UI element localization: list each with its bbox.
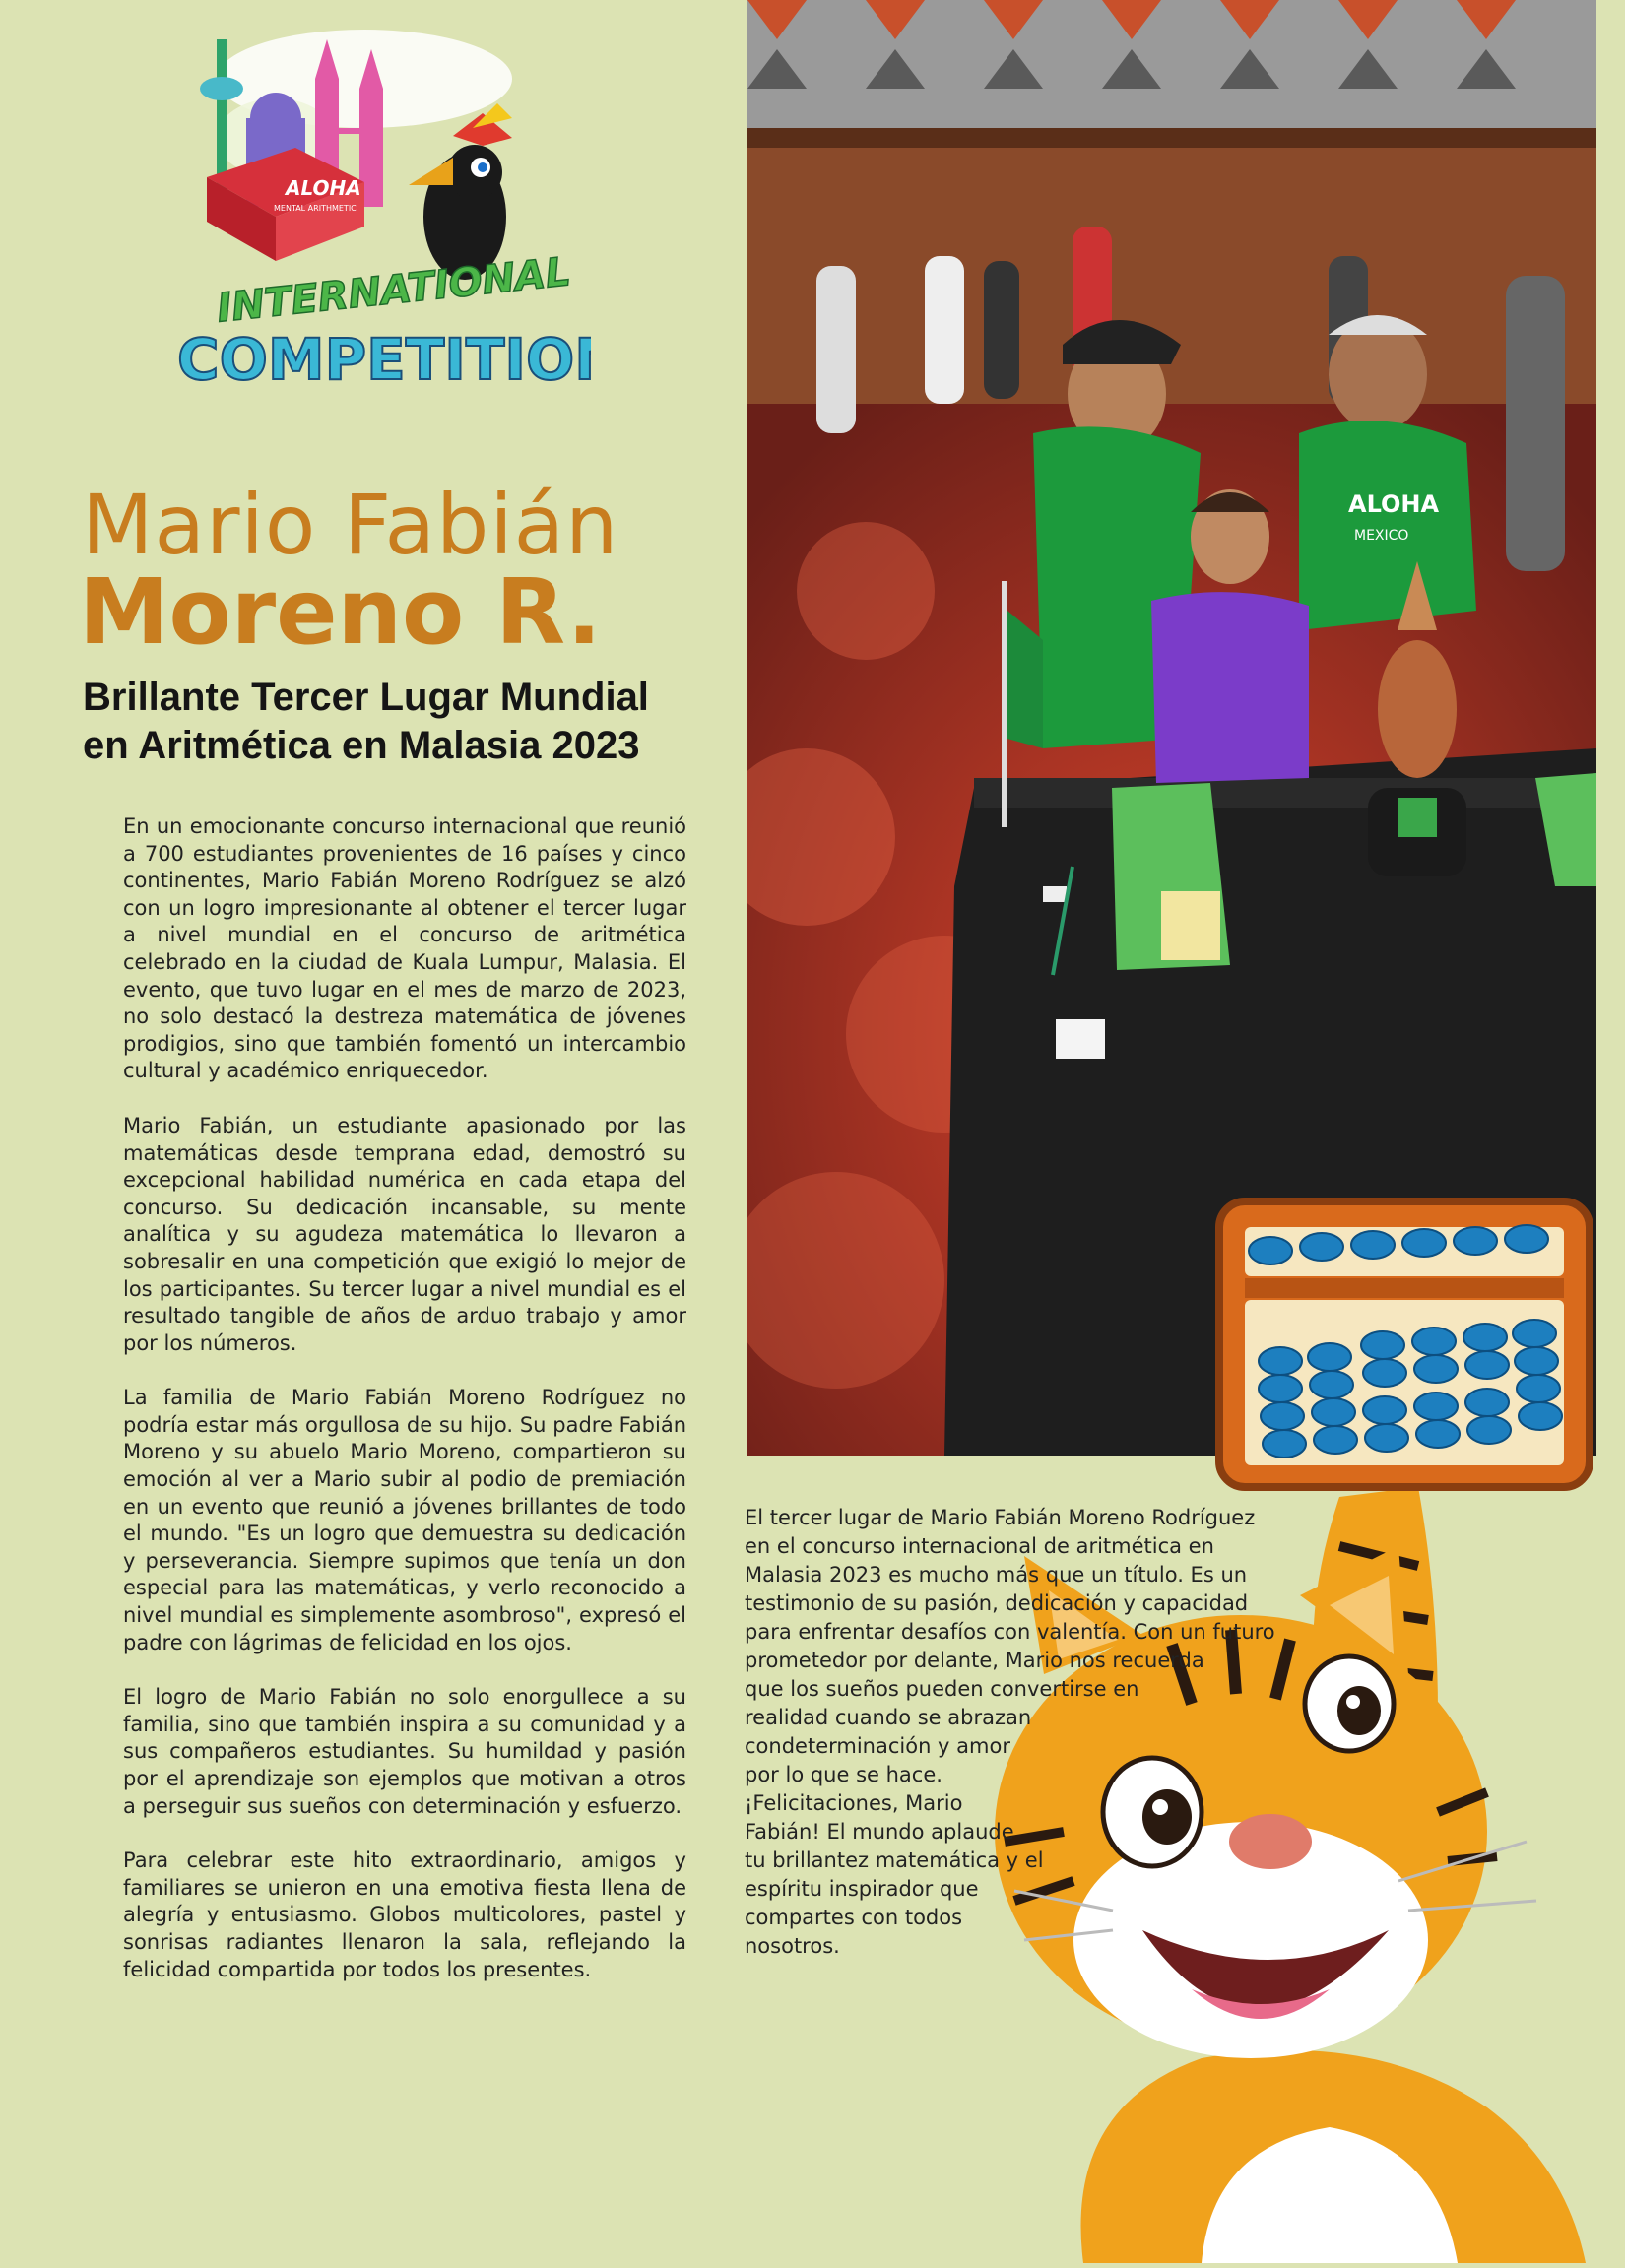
article-paragraph-3: La familia de Mario Fabián Moreno Rodríguez no podría estar más orgullosa de su hijo. Su padre Fabián Moreno y su abuelo Mario Moreno, compartieron su emoción al ver a Mario subir al podio de premiación en un evento que reunió a jóvenes brillantes de todo el mundo. "Es un logro que demuestra su dedicación y perseverancia. Siempre supimos que tenía un don especial para las matemáticas, y verlo reconocido a nivel mundial es simplemente asombroso", expresó el padre con lágrimas de felicidad en los ojos. <box>123 1386 686 1654</box>
subtitle-line2: en Aritmética en Malasia 2023 <box>83 724 640 767</box>
closing-line: por lo que se hace. <box>745 1763 942 1786</box>
article-body <box>123 813 686 2011</box>
closing-line: realidad cuando se abrazan <box>745 1706 1032 1729</box>
closing-line: Fabián! El mundo aplaude <box>745 1820 1014 1844</box>
closing-line: prometedor por delante, Mario nos recuerda <box>745 1649 1204 1672</box>
article-paragraph-5: Para celebrar este hito extraordinario, amigos y familiares se unieron en una emotiva fiesta llena de alegría y entusiasmo. Globos multicolores, pastel y sonrisas radiantes llenaron la sala, reflejando la felicidad compartida por todos los presentes. <box>123 1848 686 1981</box>
logo-line2: COMPETITION <box>177 326 591 393</box>
logo-brand-sub: MENTAL ARITHMETIC <box>274 204 357 213</box>
closing-line: tu brillantez matemática y el <box>745 1848 1044 1872</box>
article-paragraph-4: El logro de Mario Fabián no solo enorgullece a su familia, sino que también inspira a su comunidad y a sus compañeros estudiantes. Su humildad y pasión por el aprendizaje son ejemplos que motivan a otros a perseguir sus sueños con determinación y esfuerzo. <box>123 1685 686 1818</box>
shirt-text-aloha: ALOHA <box>1348 490 1440 518</box>
closing-line: nosotros. <box>745 1934 840 1958</box>
shirt-text-mexico: MEXICO <box>1354 528 1409 544</box>
aloha-competition-logo <box>158 20 591 433</box>
abacus-icon <box>1211 1194 1597 1495</box>
logo-artwork <box>158 20 591 433</box>
article-closing <box>745 1504 1335 1961</box>
closing-line: condeterminación y amor <box>745 1734 1010 1758</box>
closing-line: testimonio de su pasión, dedicación y capacidad <box>745 1591 1249 1615</box>
person-name-last: Moreno R. <box>79 559 602 665</box>
closing-line: ¡Felicitaciones, Mario <box>745 1791 963 1815</box>
subtitle-line1: Brillante Tercer Lugar Mundial <box>83 676 649 719</box>
closing-line: en el concurso internacional de aritmética en <box>745 1534 1214 1558</box>
logo-brand: ALOHA <box>286 176 361 200</box>
article-paragraph-2: Mario Fabián, un estudiante apasionado por las matemáticas desde temprana edad, demostró su excepcional habilidad numérica en cada etapa del concurso. Su dedicación incansable, su mente analítica y su agudeza matemática lo llevaron a sobresalir en una competición que exigió lo mejor de los participantes. Su tercer lugar a nivel mundial es el resultado tangible de años de arduo trabajo y amor por los números. <box>123 1113 686 1355</box>
closing-line: compartes con todos <box>745 1906 963 1929</box>
closing-line: El tercer lugar de Mario Fabián Moreno Rodríguez <box>745 1506 1256 1529</box>
article-subtitle <box>83 674 713 770</box>
logo-line1: INTERNATIONAL <box>215 249 573 332</box>
article-paragraph-1: En un emocionante concurso internacional que reunió a 700 estudiantes provenientes de 16 países y cinco continentes, Mario Fabián Moreno Rodríguez se alzó con un logro impresionante al obtener el tercer lugar a nivel mundial en el concurso de aritmética celebrado en la ciudad de Kuala Lumpur, Malasia. El evento, que tuvo lugar en el mes de marzo de 2023, no solo destacó la destreza matemática de jóvenes prodigios, sino que también fomentó un intercambio cultural y académico enriquecedor. <box>123 814 686 1083</box>
closing-line: Malasia 2023 es mucho más que un título. Es un <box>745 1563 1248 1587</box>
closing-line: para enfrentar desafíos con valentía. Con un futuro <box>745 1620 1275 1644</box>
person-name-first: Mario Fabián <box>82 477 619 573</box>
abacus-illustration <box>1211 1194 1597 1495</box>
closing-line: espíritu inspirador que <box>745 1877 979 1901</box>
closing-line: que los sueños pueden convertirse en <box>745 1677 1139 1701</box>
